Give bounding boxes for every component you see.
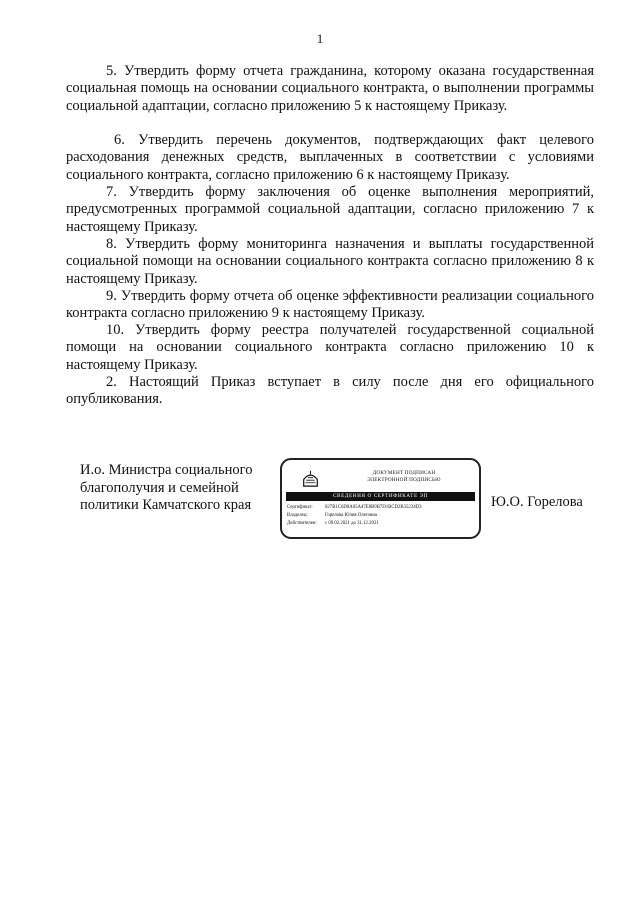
paragraph-item-6: 6. Утвердить перечень документов, подтверждающих факт целевого расходования денежных средств, выплаченных в соответствии с условиями социального контракта, согласно приложению 6 к настоящему Приказу. [66, 132, 594, 183]
stamp-row-certificate [287, 504, 475, 512]
stamp-row-owner [287, 512, 475, 520]
paragraph-item-5: 5. Утвердить форму отчета гражданина, которому оказана государственная социальная помощь на основании социального контракта, о выполнении программы социальной адаптации, согласно приложению 5 к настоящему Приказу. [66, 63, 594, 114]
paragraph-item-8: 8. Утвердить форму мониторинга назначения и выплаты государственной социальной помощи на основании социального контракта согласно приложению 8 к настоящему Приказу. [66, 236, 594, 287]
stamp-title [346, 470, 462, 485]
stamp-row-key: Действителен: [287, 521, 317, 527]
stamp-row-value: с 09.02.2021 до 31.12.2021 [325, 521, 379, 527]
paragraph-item-9: 9. Утвердить форму отчета об оценке эффективности реализации социального контракта согласно приложению 9 к настоящему Приказу. [66, 288, 594, 322]
stamp-row-key: Сертификат: [287, 505, 313, 510]
page-number: 1 [316, 31, 324, 46]
coat-of-arms-icon [302, 469, 319, 488]
stamp-title-line-1: ДОКУМЕНТ ПОДПИСАН [372, 470, 436, 476]
stamp-row-value: 027B1C6D8A05A47E8B9B7D1BCD2B35234D3 [325, 505, 422, 510]
paragraph-item-7: 7. Утвердить форму заключения об оценке выполнения мероприятий, предусмотренных программой социальной адаптации, согласно приложению 7 к настоящему Приказу. [66, 184, 594, 235]
paragraph-item-10: 10. Утвердить форму реестра получателей государственной социальной помощи на основании социального контракта согласно приложению 10 к настоящему Приказу. [66, 322, 594, 373]
stamp-title-line-2: ЭЛЕКТРОННОЙ ПОДПИСЬЮ [367, 477, 441, 484]
e-signature-stamp [280, 458, 481, 539]
stamp-row-key: Владелец: [287, 513, 308, 519]
stamp-row-value: Горелова Юлия Олеговна [325, 513, 378, 519]
stamp-row-validity [287, 520, 475, 528]
signer-name: Ю.О. Горелова [491, 494, 583, 510]
paragraph-effective-date: 2. Настоящий Приказ вступает в силу после дня его официального опубликования. [66, 374, 594, 408]
stamp-details [287, 504, 475, 529]
stamp-certificate-header: СВЕДЕНИЯ О СЕРТИФИКАТЕ ЭП [286, 492, 475, 501]
signer-position: И.о. Министра социального благополучия и семейной политики Камчатского края [80, 462, 253, 513]
